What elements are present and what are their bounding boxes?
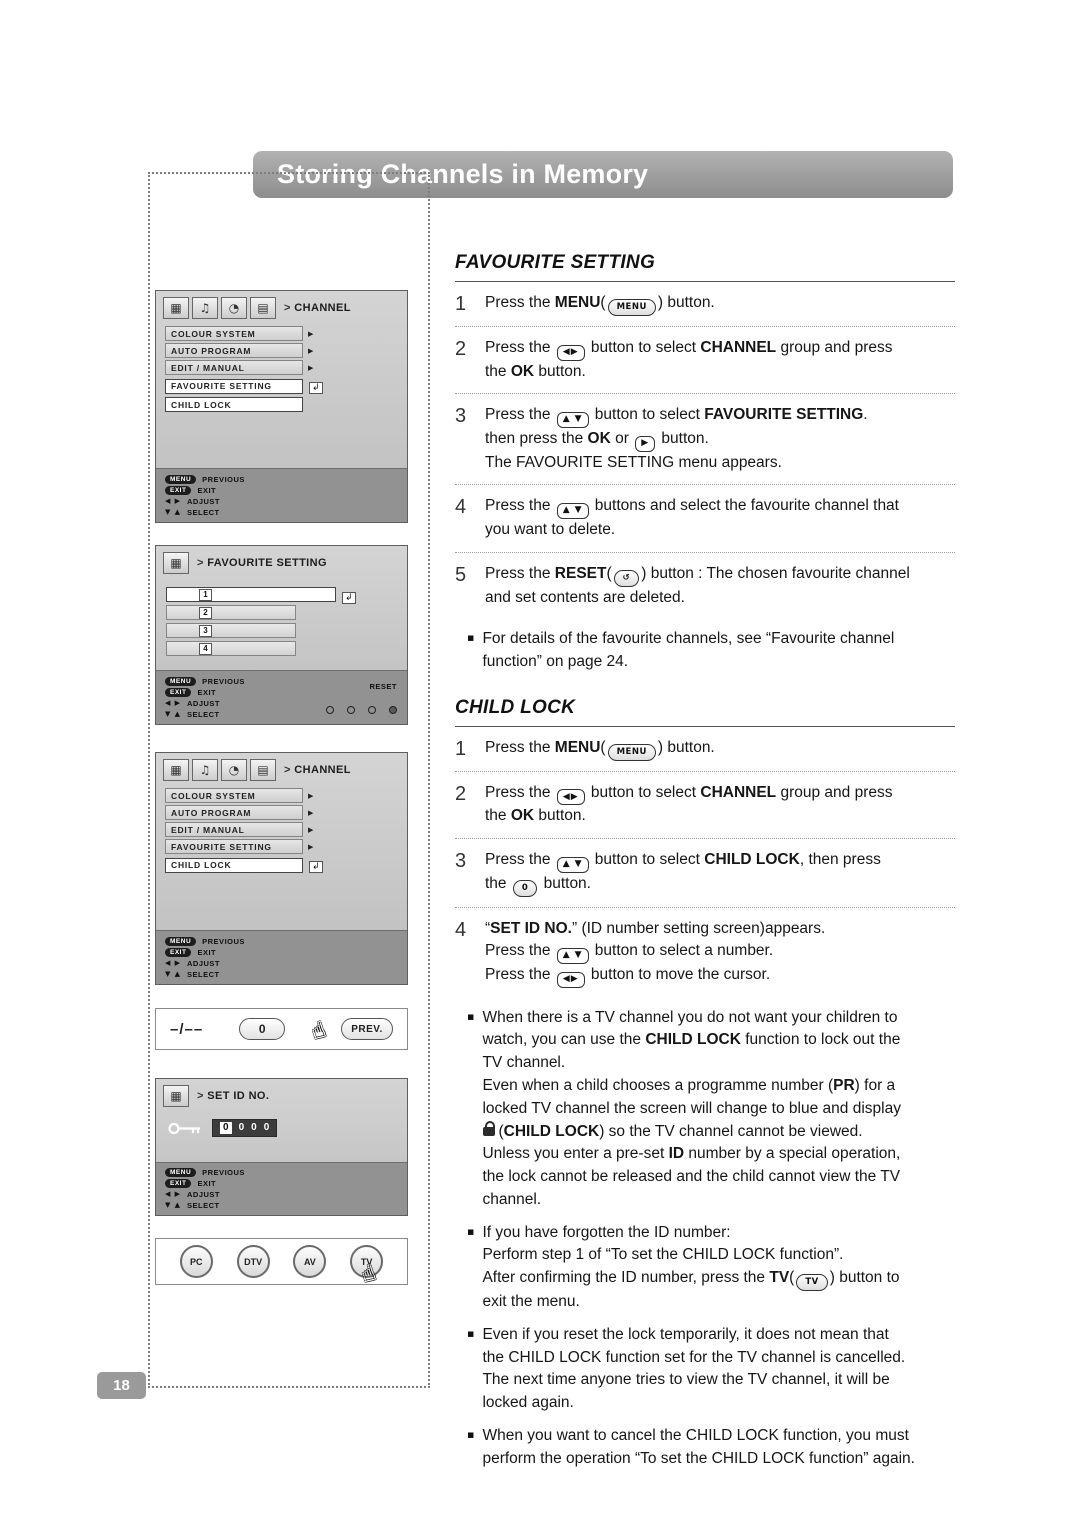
step-4 [455,484,955,551]
picture-icon: ▦ [163,297,189,319]
instructions-column [455,252,955,1477]
step-3 [455,393,955,484]
osd-group-title: > CHANNEL [284,764,351,776]
menu-key-icon: MENU [165,937,196,946]
adjust-arrows-icon: ◀ ▶ [165,497,181,505]
step-number: 4 [455,918,467,941]
favourite-channel-list [156,578,407,659]
osd-menu-tabs [156,753,407,785]
menu-key-icon: MENU [165,677,196,686]
section-child-lock [455,697,955,1478]
step-1 [455,727,955,771]
osd-item-colour-system: COLOUR SYSTEM ▶ [165,788,398,803]
adjust-arrows-icon: ◀ ▶ [165,699,181,707]
note [455,1319,955,1420]
timer-icon: ◔ [221,759,247,781]
step-number: 2 [455,782,467,805]
tv-icon: ▦ [163,552,189,574]
osd-item-edit-manual: EDIT / MANUAL ▶ [165,822,398,837]
tv-button: TV [350,1245,383,1278]
exit-key-icon: EXIT [165,1179,191,1188]
note [455,1420,955,1476]
step-text: Press the ▲ ▼ buttons and select the favourite channel that you want to delete. [485,497,899,538]
osd-item-favourite-setting: FAVOURITE SETTING ▶ [165,839,398,854]
step-1 [455,282,955,326]
step-number: 5 [455,563,467,586]
osd-footer: MENU PREVIOUS EXIT EXIT ◀ ▶ ADJUST ▼ ▲ SELECT [156,468,407,522]
note-text: ▪ Even if you reset the lock temporarily, it does not mean that the CHILD LOCK function set for the TV channel is cancelled. The next time anyone tries to view the TV channel, it will be locked again. [482,1325,906,1412]
osd-screen-title: > FAVOURITE SETTING [197,557,327,569]
osd-footer: MENU PREVIOUS EXIT EXIT ◀ ▶ ADJUST ▼ ▲ SELECT [156,1162,407,1215]
step-text: Press the ▲ ▼ button to select CHILD LOCK, then press the 0 button. [485,849,881,896]
osd-item-auto-program: AUTO PROGRAM ▶ [165,805,398,820]
tv-screen-channel-menu-2 [155,752,408,985]
page-number-badge: 18 [97,1372,146,1399]
picture-icon: ▦ [163,759,189,781]
osd-menu-tabs [156,291,407,323]
exit-key-icon: EXIT [165,688,191,697]
sound-icon: ♫ [192,297,218,319]
reset-label: RESET [369,682,397,691]
section-favourite-setting [455,252,955,681]
favourite-row-3: 3 [166,623,296,638]
note-text: ▪ For details of the favourite channels, see “Favourite channel function” on page 24. [482,630,895,671]
step-4 [455,907,955,998]
select-arrows-icon: ▼ ▲ [165,1201,181,1209]
osd-menu-list [156,323,407,414]
timer-icon: ◔ [221,297,247,319]
remote-input-strip [155,1008,408,1050]
source-buttons-strip [155,1238,408,1285]
step-5 [455,552,955,620]
av-button: AV [293,1245,326,1278]
osd-item-auto-program: AUTO PROGRAM ▶ [165,343,398,358]
channel-number-display: –/–– [170,1020,204,1038]
osd-group-title: > CHANNEL [284,302,351,314]
step-text: Press the ◀▶ button to select CHANNEL group and press the OK button. [485,783,893,825]
step-text: Press the MENU( MENU ) button. [485,292,715,316]
step-number: 1 [455,293,467,315]
prev-button: PREV. [341,1018,393,1040]
step-number: 3 [455,850,467,873]
select-arrows-icon: ▼ ▲ [165,970,181,978]
step-text: Press the ◀▶ button to select CHANNEL group and press the OK button. [485,339,893,380]
exit-key-icon: EXIT [165,948,191,957]
note-text: ▪ When there is a TV channel you do not want your children to watch, you can use the CHILD LOCK function to lock out the TV channel. Even when a child chooses a programme number (PR) for a locked TV channel the screen will change to blue and display (CHILD LOCK) so the TV channel cannot be viewed. Unless you enter a pre-set ID number by a special operation, the lock cannot be released and the child cannot view the TV channel. [482,1008,901,1208]
tv-icon: ▦ [163,1085,189,1107]
osd-screen-title: > SET ID NO. [197,1090,269,1102]
osd-item-colour-system: COLOUR SYSTEM ▶ [165,326,398,341]
step-number: 2 [455,338,467,360]
select-arrows-icon: ▼ ▲ [165,710,181,718]
osd-item-edit-manual: EDIT / MANUAL ▶ [165,360,398,375]
step-number: 1 [455,737,467,760]
section-heading: CHILD LOCK [455,697,955,727]
osd-item-child-lock: CHILD LOCK [165,397,398,412]
step-number: 4 [455,496,467,519]
tv-screen-channel-menu-1 [155,290,408,523]
adjust-arrows-icon: ◀ ▶ [165,959,181,967]
step-text: Press the ▲ ▼ button to select FAVOURITE SETTING. then press the OK or ▶ button. The FAVOURITE SETTING menu appears. [485,406,868,471]
sound-icon: ♫ [192,759,218,781]
step-2 [455,326,955,393]
enter-icon [342,587,356,605]
enter-icon [309,377,323,395]
step-2 [455,771,955,838]
step-number: 3 [455,405,467,428]
favourite-row-1: 1 [166,587,336,602]
favourite-row-2: 2 [166,605,296,620]
note-text: ▪ If you have forgotten the ID number: Perform step 1 of “To set the CHILD LOCK function”. After confirming the ID number, press the TV( TV ) button to exit the menu. [482,1223,900,1310]
page-title: Storing Channels in Memory [277,159,649,189]
note [455,623,955,679]
osd-menu-list [156,785,407,876]
menu-key-icon: MENU [165,1168,196,1177]
osd-footer: MENU PREVIOUS EXIT EXIT ◀ ▶ ADJUST ▼ ▲ SELECT RESET [156,670,407,724]
step-text: Press the RESET( ↺ ) button : The chosen favourite channel and set contents are deleted. [485,564,910,606]
tv-screen-favourite-setting [155,545,408,725]
menu-key-icon: MENU [165,475,196,484]
note [455,1217,955,1319]
zero-button: 0 [239,1018,285,1040]
id-digits: 0 0 0 0 [212,1119,277,1137]
note-text: ▪ When you want to cancel the CHILD LOCK function, you must perform the operation “To set the CHILD LOCK function” again. [482,1426,915,1467]
setup-icon: ▤ [250,759,276,781]
enter-icon [309,856,323,874]
step-text: Press the MENU( MENU ) button. [485,737,715,761]
step-3 [455,838,955,906]
adjust-arrows-icon: ◀ ▶ [165,1190,181,1198]
key-icon [168,1122,202,1135]
step-text: “SET ID NO.” (ID number setting screen)appears. Press the ▲ ▼ button to select a number. Press the ◀▶ button to move the cursor. [485,918,825,988]
osd-item-favourite-setting: FAVOURITE SETTING ↲ [165,377,398,395]
reset-indicator-dots [326,706,397,714]
note [455,1002,955,1217]
setup-icon: ▤ [250,297,276,319]
dtv-button: DTV [237,1245,270,1278]
favourite-row-4: 4 [166,641,296,656]
id-entry-row [156,1111,407,1137]
pc-button: PC [180,1245,213,1278]
exit-key-icon: EXIT [165,486,191,495]
osd-footer: MENU PREVIOUS EXIT EXIT ◀ ▶ ADJUST ▼ ▲ SELECT [156,930,407,984]
section-heading: FAVOURITE SETTING [455,252,955,282]
tv-screen-set-id [155,1078,408,1216]
osd-item-child-lock: CHILD LOCK ↲ [165,856,398,874]
select-arrows-icon: ▼ ▲ [165,508,181,516]
